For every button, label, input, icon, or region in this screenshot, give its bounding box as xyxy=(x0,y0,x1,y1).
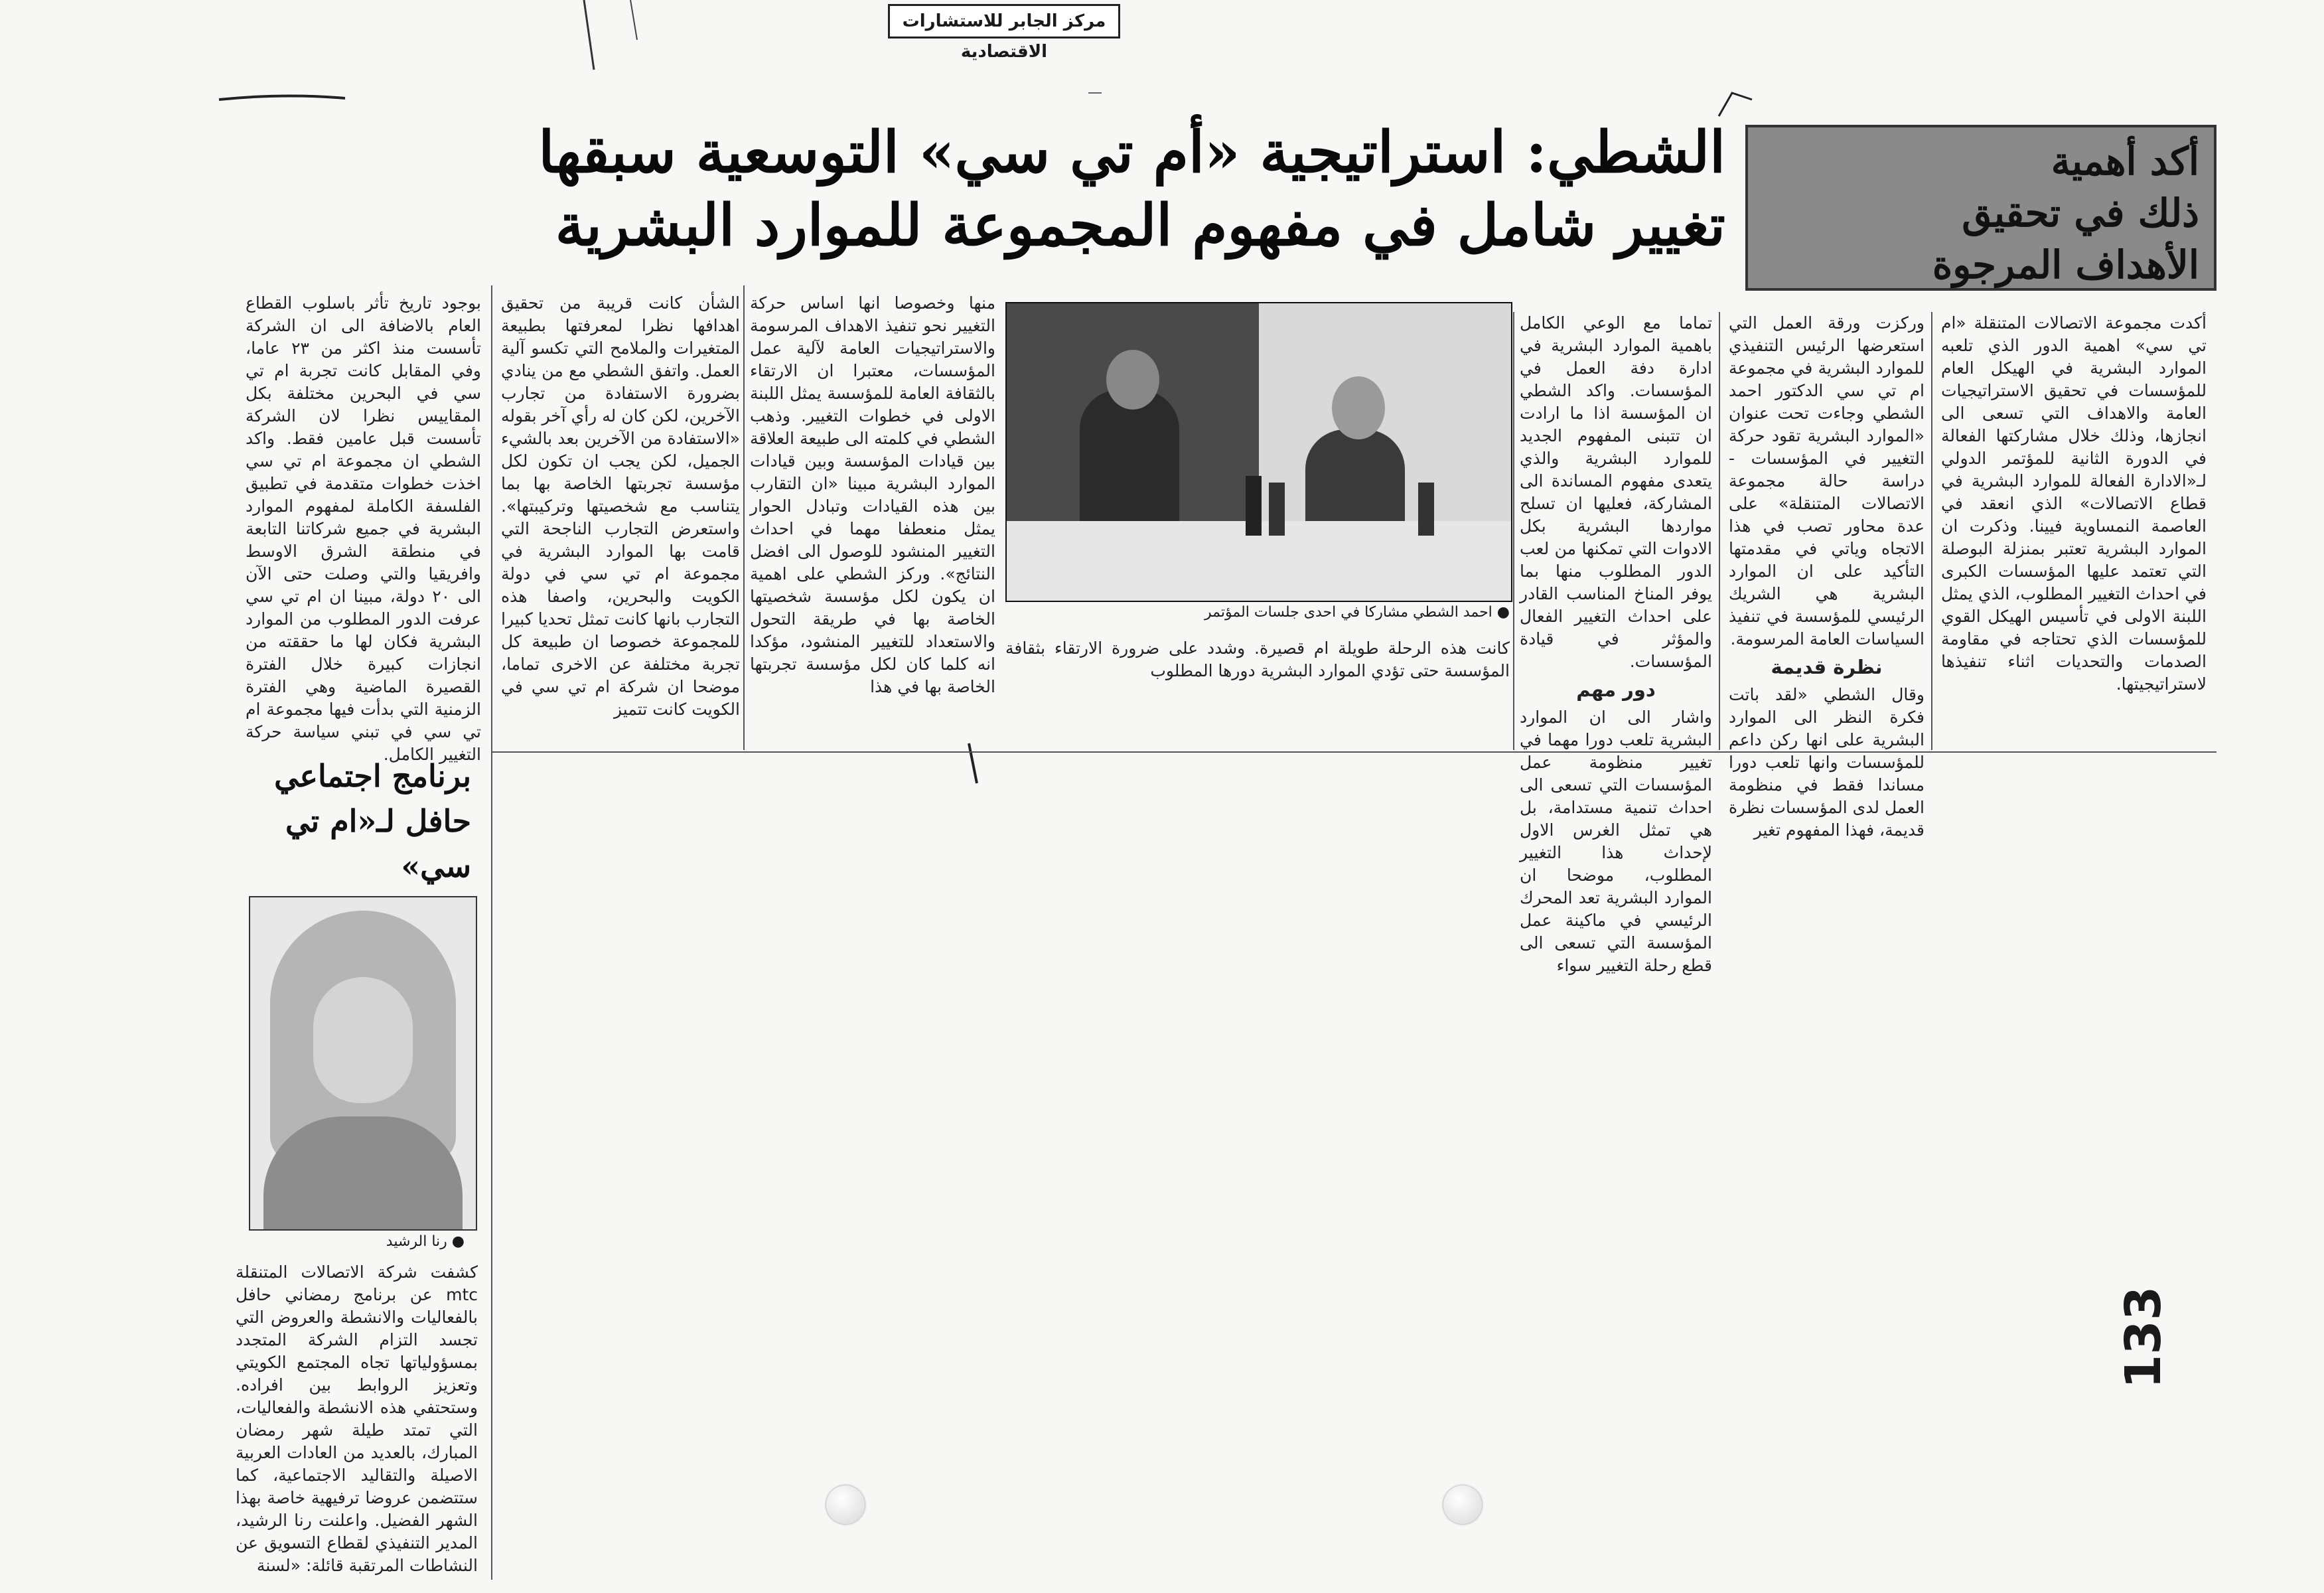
article-text: منها وخصوصا انها اساس حركة التغيير نحو تنفيذ الاهداف المرسومة والاستراتيجيات العامة لآلية عمل المؤسسات، معتبرا ان الارتقاء بالثقافة العامة للمؤسسة يمثل اللبنة الاولى في خطوات التغيير. وذهب الشطي في كلمته الى طبيعة العلاقة بين قيادات المؤسسة وبين قيادات الموارد البشرية مبينا «ان التقارب بين هذه القيادات وتبادل الحوار يمثل منعطفا مهما في احداث التغيير المنشود للوصول الى افضل النتائج». وركز الشطي على اهمية ان يكون لكل مؤسسة شخصيتها الخاصة بها في طريقة التحول والاستعداد للتغيير المنشود، مؤكدا انه كلما كان لكل مؤسسة تجربتها الخاصة بها في هذا xyxy=(750,293,995,696)
article-text: الشأن كانت قريبة من تحقيق اهدافها نظرا لمعرفتها بطبيعة المتغيرات والملامح التي تكسو آلية العمل. واتفق الشطي مع من ينادي بضرورة الاستفادة من تجارب الآخرين، لكن كان له رأي آخر بقوله «الاستفادة من الآخرين بعد بالشيء الجميل، لكن يجب ان تكون لكل مؤسسة تجربتها الخاصة بها بما يتناسب مع شخصيتها وتركيبتها». واستعرض التجارب الناجحة التي قامت بها الموارد البشرية في مجموعة ام تي سي في دولة الكويت والبحرين، واصفا هذه التجارب بانها كانت تمثل تحديا كبيرا للمجموعة خصوصا ان طبيعة كل تجربة مختلفة عن الاخرى تماما، موضحا ان شركة ام تي سي في الكويت كانت تتميز xyxy=(501,293,740,719)
article-column-5 xyxy=(750,292,995,750)
headline-line-1: الشطي: استراتيجية «أم تي سي» التوسعية سبقها xyxy=(538,119,1725,186)
article-text: أكدت مجموعة الاتصالات المتنقلة «ام تي سي» اهمية الدور الذي تلعبه الموارد البشرية في الهيكل العام للمؤسسات في تحقيق الاستراتيجيات العامة والاهداف التي تسعى الى انجازها، وذلك خلال مشاركتها الفعالة في الدورة الثانية للمؤتمر الدولي لـ«الادارة الفعالة للموارد البشرية في قطاع الاتصالات» الذي انعقد في العاصمة النمساوية فيينا. وذكرت ان الموارد البشرية تعتبر بمنزلة البوصلة التي تعتمد عليها المؤسسات الكبرى في احداث التغيير المطلوب، الذي يمثل اللبنة الاولى في تأسيس الهيكل القوي للمؤسسات الذي تحتاجه في مقاومة الصدمات والتحديات اثناء تنفيذها لاستراتيجيتها. xyxy=(1941,313,2207,694)
article-text: وقال الشطي «لقد باتت فكرة النظر الى الموارد البشرية على انها ركن داعم للمؤسسات وانها تلعب دورا مساندا فقط في منظومة العمل لدى المؤسسات نظرة قديمة، فهذا المفهوم تغير xyxy=(1729,685,1925,840)
column-divider xyxy=(1719,312,1720,750)
article-text: واشار الى ان الموارد البشرية تلعب دورا مهما في تغيير منظومة عمل المؤسسات التي تسعى الى احداث تنمية مستدامة، بل هي تمثل الغرس الاول لإحداث هذا التغيير المطلوب، موضحا ان الموارد البشرية تعد المحرك الرئيسي في ماكينة عمل المؤسسة التي تسعى الى قطع رحلة التغيير سواء xyxy=(1520,708,1712,975)
sub-article-text xyxy=(236,1261,478,1586)
pull-quote-box xyxy=(1745,125,2216,291)
sub-headline-line-2: حافل لـ«ام تي سي» xyxy=(285,803,471,884)
article-column-7 xyxy=(246,292,481,764)
article-text: بوجود تاريخ تأثر باسلوب القطاع العام بالاضافة الى ان الشركة تأسست منذ اكثر من ٢٣ عاما، وفي المقابل كانت تجربة ام تي سي في البحرين مختلفة بكل المقاييس نظرا لان الشركة تأسست قبل عامين فقط. واكد الشطي ان مجموعة ام تي سي اخذت خطوات متقدمة في تطبيق الفلسفة الكاملة لمفهوم الموارد البشرية في جميع شركاتنا التابعة في منطقة الشرق الاوسط وافريقيا والتي وصلت حتى الآن الى ٢٠ دولة، مبينا ان ام تي سي عرفت الدور المطلوب من الموارد البشرية فكان لها ما حققته من انجازات كبيرة خلال الفترة القصيرة الماضية وهي الفترة الزمنية التي بدأت فيها مجموعة ام تي سي في تبني سياسة حركة التغيير الكامل. xyxy=(246,293,481,764)
article-text: وركزت ورقة العمل التي استعرضها الرئيس التنفيذي للموارد البشرية في مجموعة ام تي سي الدكتور احمد الشطي وجاءت تحت عنوان «الموارد البشرية تقود حركة التغيير في المؤسسات - دراسة حالة مجموعة الاتصالات المتنقلة» على عدة محاور تصب في هذا الاتجاه وياتي في مقدمتها التأكيد على ان الموارد البشرية هي الشريك الرئيسي للمؤسسة في تنفيذ السياسات العامة المرسومة. xyxy=(1729,313,1925,648)
article-column-1 xyxy=(1941,312,2207,750)
bullet-icon: ● xyxy=(447,1233,465,1250)
article-text: كانت هذه الرحلة طويلة ام قصيرة. وشدد على ضرورة الارتقاء بثقافة المؤسسة حتى تؤدي الموارد البشرية دورها المطلوب xyxy=(1005,639,1510,680)
pull-quote-line-1: أكد أهمية xyxy=(2051,139,2199,184)
conference-photo xyxy=(1005,302,1512,602)
portrait-photo xyxy=(249,896,477,1231)
article-column-6 xyxy=(501,292,740,750)
article-column-2 xyxy=(1729,312,1925,840)
article-bottom-rule xyxy=(491,751,2216,753)
column-divider xyxy=(1513,312,1514,750)
punch-hole xyxy=(1443,1485,1482,1524)
article-text: كشفت شركة الاتصالات المتنقلة mtc عن برنامج رمضاني حافل بالفعاليات والانشطة والعروض التي تجسد التزام الشركة المتجدد بمسؤولياتها تجاه المجتمع الكويتي وتعزيز الروابط بين افراده. وستحتفي هذه الانشطة والفعاليات، التي تمتد طيلة شهر رمضان المبارك، بالعديد من العادات العربية الاصيلة والتقاليد الاجتماعية، كما ستتضمن عروضا ترفيهية خاصة بهذا الشهر الفضيل. واعلنت رنا الرشيد، المدير التنفيذي لقطاع التسويق عن النشاطات المرتقبة قائلة: «لسنة xyxy=(236,1262,478,1575)
column-divider xyxy=(743,285,745,750)
pull-quote-line-3: الأهداف المرجوة xyxy=(1932,242,2199,287)
article-column-3 xyxy=(1520,312,1712,975)
article-text: تماما مع الوعي الكامل باهمية الموارد البشرية في ادارة دفة العمل في المؤسسات. واكد الشطي ان المؤسسة اذا ما ارادت ان تتبنى المفهوم الجديد للموارد البشرية والذي يتعدى مفهوم المساندة الى المشاركة، فعليها ان تسلح مواردها البشرية بكل الادوات التي تمكنها من لعب الدور المطلوب منها بما يوفر المناخ المناسب القادر على احداث التغيير الفعال والمؤثر في قيادة المؤسسات. xyxy=(1520,313,1712,671)
pull-quote-line-2: ذلك في تحقيق xyxy=(1962,190,2199,236)
article-column-4 xyxy=(1005,637,1510,750)
photo-caption: ● احمد الشطي مشاركا في احدى جلسات المؤتمر xyxy=(1204,604,1510,621)
sub-headline-line-1: برنامج اجتماعي xyxy=(274,758,471,794)
column-divider xyxy=(1931,312,1932,750)
subheading: نظرة قديمة xyxy=(1771,656,1883,678)
headline xyxy=(226,116,1725,262)
punch-hole xyxy=(826,1485,865,1524)
page-number: 133 xyxy=(2115,1286,2172,1389)
bullet-icon: ● xyxy=(1492,604,1510,621)
column-divider xyxy=(491,285,492,1580)
headline-line-2: تغيير شامل في مفهوم المجموعة للموارد البشرية xyxy=(555,192,1725,259)
subheading: دور مهم xyxy=(1576,678,1656,701)
portrait-caption: ● رنا الرشيد xyxy=(386,1233,465,1250)
archive-stamp: مركز الجابر للاستشارات الاقتصادية xyxy=(888,4,1120,38)
